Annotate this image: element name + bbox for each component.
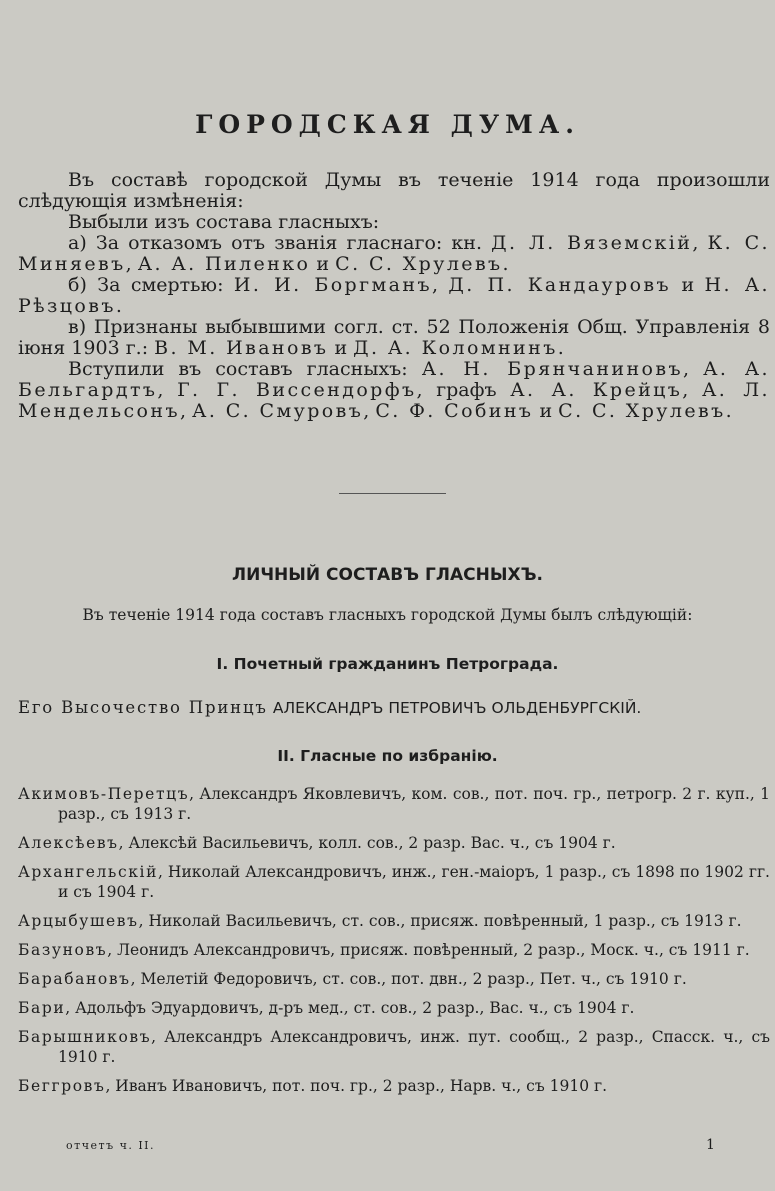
member-entry	[18, 911, 770, 931]
honorary-name: АЛЕКСАНДРЪ ПЕТРОВИЧЪ ОЛЬДЕНБУРГСКІЙ.	[272, 699, 642, 717]
person-name: Д. П. Кандауровъ	[448, 274, 672, 296]
member-details: , Александръ Яковлевичъ, ком. сов., пот. поч. гр., петрогр. 2 г. куп., 1 разр., съ 1913 г.	[58, 785, 770, 823]
person-name: Д. Л. Вяземскій	[491, 232, 693, 254]
retired-heading: Выбыли изъ состава гласныхъ:	[68, 211, 380, 233]
member-entry	[18, 940, 770, 960]
member-details: , Иванъ Ивановичъ, пот. поч. гр., 2 разр., Нарв. ч., съ 1910 г.	[105, 1077, 608, 1095]
member-entry	[18, 862, 770, 902]
member-surname: Арцыбушевъ	[18, 912, 139, 930]
person-name: А. Л. Мендельсонъ	[18, 379, 770, 422]
person-name: А. А. Бельгардтъ	[18, 358, 770, 401]
footer-report-label: отчетъ ч. II.	[66, 1139, 156, 1152]
person-name: Н. А. Рѣзцовъ	[18, 274, 770, 317]
member-details: , Леонидъ Александровичъ, присяж. повѣренный, 2 разр., Моск. ч., съ 1911 г.	[107, 941, 750, 959]
personal-heading: ЛИЧНЫЙ СОСТАВЪ ГЛАСНЫХЪ.	[231, 565, 544, 585]
person-name: А. Н. Брянчаниновъ	[421, 358, 683, 380]
retired-by-statute-label: в) Признаны выбывшими согл. ст. 52 Положенія Общ. Управленія 8 іюня 1903 г.:	[18, 316, 770, 359]
member-surname: Архангельскій	[18, 863, 159, 881]
retired-by-statute: в) Признаны выбывшими согл. ст. 52 Положенія Общ. Управленія 8 іюня 1903 г.: В. М. Ивановъ и Д. А. Коломнинъ.	[18, 316, 770, 359]
person-name: В. М. Ивановъ	[154, 337, 329, 359]
person-name: С. С. Хрулевъ	[335, 253, 503, 275]
honorary-lead: Его Высочество Принцъ	[18, 698, 268, 717]
member-entry	[18, 784, 770, 824]
member-entry	[18, 1027, 770, 1067]
member-surname: Беггровъ	[18, 1077, 106, 1095]
member-surname: Барышниковъ	[18, 1028, 152, 1046]
elected-heading: II. Гласные по избранію.	[277, 747, 498, 765]
member-surname: Барабановъ	[18, 970, 131, 988]
person-name: С. Ф. Собинъ	[375, 400, 534, 422]
member-entry	[18, 998, 770, 1018]
member-surname: Алексѣевъ	[18, 834, 119, 852]
page-title: ГОРОДСКАЯ ДУМА.	[195, 110, 580, 139]
member-entry	[18, 833, 770, 853]
member-details: , Александръ Александровичъ, инж. пут. сообщ., 2 разр., Спасск. ч., съ 1910 г.	[58, 1028, 770, 1066]
section-divider	[339, 493, 446, 494]
joined-members-label: Вступили въ составъ гласныхъ:	[68, 358, 408, 380]
retired-by-death: б) За смертью: И. И. Боргманъ, Д. П. Кандауровъ и Н. А. Рѣзцовъ.	[18, 274, 770, 317]
honorary-citizen	[18, 698, 770, 717]
changes-intro: Въ составѣ городской Думы въ теченіе 1914 года произошли слѣдующія измѣненія:	[18, 169, 770, 212]
member-details: , Мелетій Федоровичъ, ст. сов., пот. двн., 2 разр., Пет. ч., съ 1910 г.	[130, 970, 687, 988]
person-name: И. И. Боргманъ	[233, 274, 432, 296]
member-surname: Базуновъ	[18, 941, 108, 959]
person-name: А. С. Смуровъ	[192, 400, 364, 422]
person-name: К. С. Миняевъ	[18, 232, 770, 275]
members-list	[18, 784, 770, 1105]
joined-members: Вступили въ составъ гласныхъ: А. Н. Брянчаниновъ, А. А. Бельгардтъ, Г. Г. Виссендорфъ, графъ А. А. Крейцъ, А. Л. Мендельсонъ, А. С. Смуровъ, С. Ф. Собинъ и С. С. Хрулевъ.	[18, 358, 770, 422]
person-name: А. А. Крейцъ	[510, 379, 683, 401]
member-details: , Адольфъ Эдуардовичъ, д-ръ мед., ст. сов., 2 разр., Вас. ч., съ 1904 г.	[65, 999, 635, 1017]
person-name: Д. А. Коломнинъ	[353, 337, 558, 359]
retired-by-death-label: б) За смертью:	[68, 274, 224, 296]
page-number: 1	[706, 1137, 715, 1153]
member-details: , Николай Александровичъ, инж., ген.-маіоръ, 1 разр., съ 1898 по 1902 гг. и съ 1904 г.	[58, 863, 770, 901]
member-entry	[18, 1076, 770, 1096]
member-surname: Акимовъ-Перетцъ	[18, 785, 190, 803]
person-name: С. С. Хрулевъ	[558, 400, 726, 422]
personal-intro: Въ теченіе 1914 года составъ гласныхъ городской Думы былъ слѣдующій:	[82, 606, 693, 624]
member-entry	[18, 969, 770, 989]
person-name: А. А. Пиленко	[137, 253, 311, 275]
member-details: , Алексѣй Васильевичъ, колл. сов., 2 разр. Вас. ч., съ 1904 г.	[118, 834, 616, 852]
retired-by-refusal-label: а) За отказомъ отъ званія гласнаго: кн.	[68, 232, 482, 254]
honorary-heading: I. Почетный гражданинъ Петрограда.	[216, 655, 559, 673]
person-name: Г. Г. Виссендорфъ	[177, 379, 417, 401]
member-details: , Николай Васильевичъ, ст. сов., присяж. повѣренный, 1 разр., съ 1913 г.	[138, 912, 742, 930]
member-surname: Бари	[18, 999, 66, 1017]
retired-by-refusal: а) За отказомъ отъ званія гласнаго: кн. Д. Л. Вяземскій, К. С. Миняевъ, А. А. Пиленко и С. С. Хрулевъ.	[18, 232, 770, 275]
